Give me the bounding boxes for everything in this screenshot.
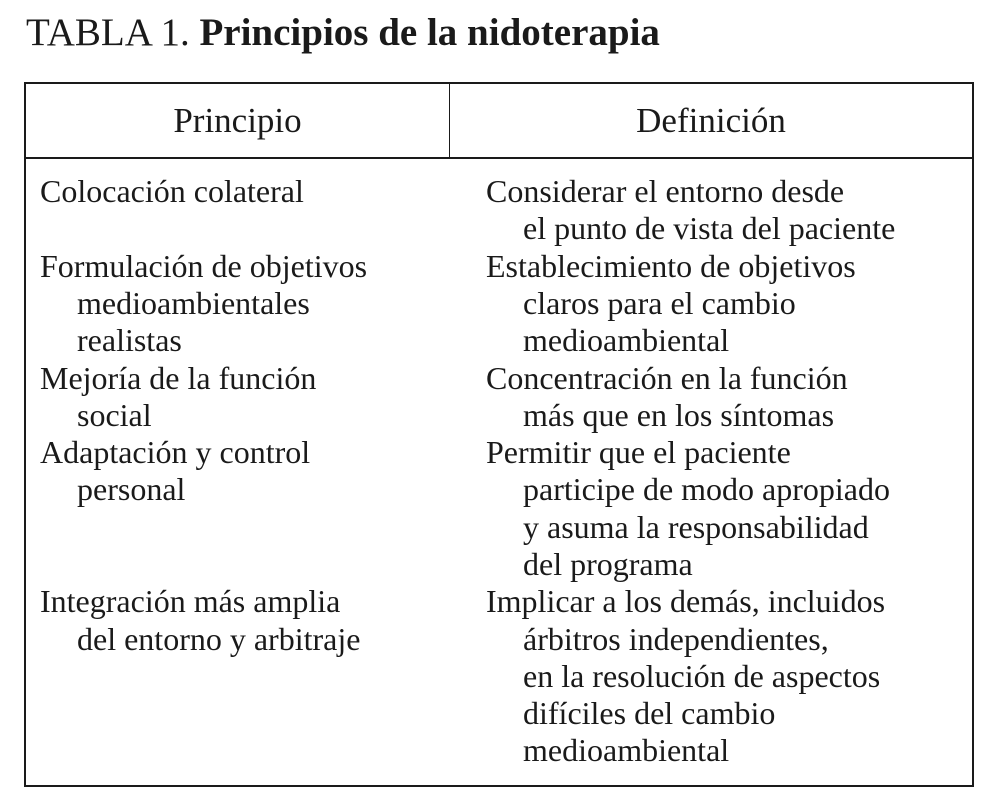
table-title: Principios de la nidoterapia: [199, 11, 660, 54]
definicion-line: Implicar a los demás, incluidos: [486, 583, 886, 620]
definicion-cell: [486, 360, 966, 435]
principio-cell: [40, 173, 440, 210]
definicion-line: participe de modo apropiado: [523, 471, 890, 508]
definicion-line: medioambiental: [523, 322, 730, 359]
principio-line: del entorno y arbitraje: [77, 620, 361, 657]
definicion-line: Permitir que el paciente: [486, 434, 791, 471]
table-header-row: [26, 84, 972, 159]
principio-line: Integración más amplia: [40, 583, 341, 620]
principio-cell: [40, 360, 440, 435]
principio-line: Adaptación y control: [40, 434, 311, 471]
definicion-line: más que en los síntomas: [523, 396, 835, 433]
definicion-cell: [486, 583, 966, 769]
definicion-line: árbitros independientes,: [523, 620, 829, 657]
principio-line: realistas: [77, 322, 182, 359]
principio-line: personal: [77, 471, 186, 508]
definicion-line: el punto de vista del paciente: [523, 210, 896, 247]
definicion-line: Considerar el entorno desde: [486, 173, 845, 209]
definicion-line: en la resolución de aspectos: [523, 657, 881, 694]
column-header-principio: Principio: [173, 101, 302, 140]
definicion-line: medioambiental: [523, 732, 730, 769]
principio-line: medioambientales: [77, 284, 310, 321]
definicion-line: difíciles del cambio: [523, 695, 776, 732]
principles-table: [24, 82, 974, 787]
definicion-line: Concentración en la función: [486, 359, 848, 396]
principio-cell: [40, 248, 440, 360]
definicion-line: claros para el cambio: [523, 284, 796, 321]
definicion-cell: [486, 434, 966, 583]
principio-line: Colocación colateral: [40, 173, 304, 209]
definicion-cell: [486, 248, 966, 360]
principio-cell: [40, 434, 440, 509]
definicion-line: Establecimiento de objetivos: [486, 247, 856, 284]
definicion-line: del programa: [523, 545, 693, 582]
definicion-cell: [486, 173, 966, 248]
definicion-line: y asuma la responsabilidad: [523, 508, 869, 545]
principio-line: social: [77, 396, 152, 433]
column-header-definicion: Definición: [636, 101, 786, 140]
principio-line: Mejoría de la función: [40, 359, 317, 396]
principio-line: Formulación de objetivos: [40, 247, 368, 284]
table-caption: [26, 10, 660, 56]
principio-cell: [40, 583, 440, 658]
table-number: TABLA 1.: [26, 11, 190, 54]
